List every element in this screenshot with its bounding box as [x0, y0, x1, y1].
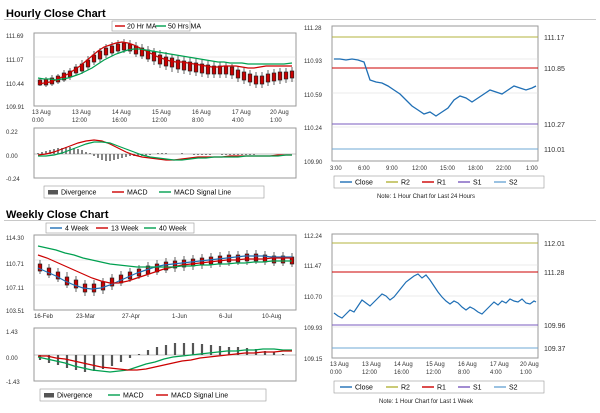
xtick-24h-3: 12:00	[412, 166, 428, 172]
weekly-section-divider	[4, 220, 596, 221]
xtick-hourly-top-1: 13 Aug	[72, 110, 91, 116]
xtick-hourly-bottom-6: 1:00	[270, 118, 282, 124]
xtick-week-bottom-5: 4:00	[490, 370, 502, 376]
ytick-weekly-price-3: 114.30	[6, 236, 24, 242]
legend-label-weekly-s1: S1	[473, 384, 482, 392]
legend-label-macd: MACD	[127, 189, 148, 197]
xtick-24h-6: 22:00	[496, 166, 512, 172]
xtick-weekly-1: 23-Mar	[76, 314, 96, 320]
xtick-weekly-2: 27-Apr	[122, 314, 141, 320]
ytick-weekly-macd-0: -1.43	[6, 380, 20, 386]
xtick-week-bottom-6: 1:00	[520, 370, 532, 376]
legend-label-weekly-r1: R1	[437, 384, 446, 392]
legend-label-20hr-ma: 20 Hr MA	[127, 23, 157, 31]
legend-label-macd-signal: MACD Signal Line	[174, 189, 232, 197]
xtick-hourly-bottom-2: 16:00	[112, 118, 128, 124]
hourly-macd-chart	[4, 122, 300, 202]
level-label-weekly-r1: 111.28	[544, 270, 565, 277]
level-label-weekly-r2: 112.01	[544, 241, 565, 248]
xtick-week-bottom-4: 8:00	[458, 370, 470, 376]
xtick-week-top-6: 20 Aug	[520, 362, 539, 368]
series-hourly-macd-signal	[38, 142, 292, 160]
xtick-hourly-bottom-1: 12:00	[72, 118, 88, 124]
weekly-week-chart	[304, 226, 596, 408]
xtick-hourly-bottom-5: 4:00	[232, 118, 244, 124]
weekly-candlestick-series	[38, 250, 294, 296]
legend-label-4week: 4 Week	[65, 225, 89, 233]
legend-label-weekly-close: Close	[355, 384, 373, 392]
legend-label-50hr-ma: 50 Hrs MA	[168, 23, 202, 31]
xtick-week-top-5: 17 Aug	[490, 362, 509, 368]
ytick-24h-3: 110.93	[304, 59, 322, 65]
ytick-hourly-price-1: 110.44	[6, 82, 24, 88]
ytick-week-4: 112.24	[304, 234, 322, 240]
xtick-hourly-top-0: 13 Aug	[32, 110, 51, 116]
weekly-section-title: Weekly Close Chart	[6, 209, 109, 221]
ytick-hourly-price-3: 111.69	[6, 34, 24, 40]
ytick-24h-0: 109.90	[304, 160, 323, 166]
weekly-macd-chart	[4, 322, 300, 408]
xtick-week-top-0: 13 Aug	[330, 362, 349, 368]
xtick-week-top-3: 15 Aug	[426, 362, 445, 368]
ytick-weekly-macd-1: 0.00	[6, 356, 18, 362]
xtick-24h-5: 18:00	[468, 166, 484, 172]
ytick-week-3: 111.47	[304, 264, 322, 270]
xtick-24h-1: 6:00	[358, 166, 370, 172]
xtick-hourly-bottom-0: 0:00	[32, 118, 44, 124]
xtick-24h-2: 9:00	[386, 166, 398, 172]
ytick-week-1: 109.93	[304, 326, 323, 332]
level-label-r1: 110.85	[544, 66, 565, 73]
level-label-weekly-s2: 109.37	[544, 346, 566, 353]
xtick-hourly-top-6: 20 Aug	[270, 110, 289, 116]
weekly-chart-note: Note: 1 Hour Chart for Last 1 Week	[379, 399, 473, 405]
xtick-24h-0: 3:00	[330, 166, 342, 172]
xtick-week-bottom-3: 12:00	[426, 370, 442, 376]
hourly-chart-note: Note: 1 Hour Chart for Last 24 Hours	[376, 194, 476, 200]
legend-label-close: Close	[355, 179, 373, 187]
level-label-s2: 110.01	[544, 147, 565, 154]
xtick-week-bottom-0: 0:00	[330, 370, 342, 376]
ytick-week-2: 110.70	[304, 295, 322, 301]
legend-label-weekly-macd-signal: MACD Signal Line	[171, 392, 229, 400]
hourly-24h-chart	[304, 18, 596, 204]
legend-swatch-weekly-divergence	[44, 393, 54, 398]
xtick-weekly-4: 6-Jul	[219, 314, 233, 320]
xtick-week-top-1: 13 Aug	[362, 362, 381, 368]
weekly-divergence-bars	[40, 343, 283, 372]
ytick-weekly-macd-2: 1.43	[6, 330, 18, 336]
legend-label-weekly-s2: S2	[509, 384, 518, 392]
ytick-24h-2: 110.59	[304, 93, 322, 99]
legend-label-divergence: Divergence	[61, 189, 97, 197]
level-label-r2: 111.17	[544, 35, 565, 42]
series-hourly-macd	[38, 140, 292, 160]
xtick-week-top-4: 16 Aug	[458, 362, 477, 368]
legend-swatch-divergence	[48, 190, 58, 195]
legend-label-weekly-divergence: Divergence	[57, 392, 93, 400]
legend-label-r2: R2	[401, 179, 410, 187]
xtick-weekly-5: 10-Aug	[262, 314, 282, 320]
xtick-week-bottom-1: 12:00	[362, 370, 378, 376]
ytick-24h-4: 111.28	[304, 26, 322, 32]
ytick-24h-1: 110.24	[304, 126, 322, 132]
ytick-hourly-macd-1: 0.00	[6, 154, 18, 160]
hourly-section-title: Hourly Close Chart	[6, 8, 106, 20]
hourly-price-chart	[4, 20, 300, 130]
ytick-hourly-macd-0: -0.24	[6, 177, 20, 183]
legend-label-s2: S2	[509, 179, 518, 187]
ytick-weekly-price-1: 107.11	[6, 286, 24, 292]
legend-label-r1: R1	[437, 179, 446, 187]
xtick-24h-4: 15:00	[440, 166, 456, 172]
xtick-week-bottom-2: 16:00	[394, 370, 410, 376]
legend-label-weekly-macd: MACD	[123, 392, 144, 400]
ytick-weekly-price-0: 103.51	[6, 309, 25, 315]
weekly-price-chart	[4, 222, 300, 328]
legend-label-weekly-r2: R2	[401, 384, 410, 392]
xtick-24h-7: 1:00	[526, 166, 538, 172]
xtick-hourly-bottom-4: 8:00	[192, 118, 204, 124]
xtick-hourly-bottom-3: 12:00	[152, 118, 168, 124]
ytick-hourly-macd-2: 0.22	[6, 130, 18, 136]
xtick-weekly-3: 1-Jun	[172, 314, 188, 320]
legend-label-s1: S1	[473, 179, 482, 187]
xtick-hourly-top-4: 16 Aug	[192, 110, 211, 116]
xtick-hourly-top-5: 17 Aug	[232, 110, 251, 116]
ytick-weekly-price-2: 110.71	[6, 262, 24, 268]
xtick-hourly-top-2: 14 Aug	[112, 110, 131, 116]
legend-label-13week: 13 Week	[111, 225, 139, 233]
level-label-weekly-s1: 109.96	[544, 323, 566, 330]
ytick-hourly-price-2: 111.07	[6, 58, 24, 64]
level-label-s1: 110.27	[544, 122, 565, 129]
xtick-week-top-2: 14 Aug	[394, 362, 413, 368]
xtick-weekly-0: 16-Feb	[34, 314, 54, 320]
ytick-week-0: 109.15	[304, 357, 323, 363]
xtick-hourly-top-3: 15 Aug	[152, 110, 171, 116]
legend-label-40week: 40 Week	[159, 225, 187, 233]
ytick-hourly-price-0: 109.91	[6, 105, 25, 111]
